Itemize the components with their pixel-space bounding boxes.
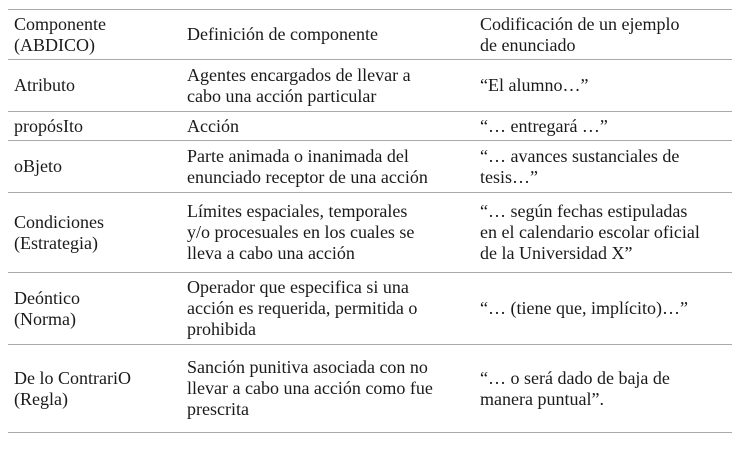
header-cell-component: Componente (ABDICO): [8, 10, 181, 60]
abdico-table: [8, 9, 732, 433]
cell-definition: Acción: [181, 112, 474, 141]
cell-definition: Agentes encargados de llevar a cabo una acción particular: [181, 60, 474, 112]
table-row: [8, 60, 732, 112]
cell-definition: Sanción punitiva asociada con no llevar a cabo una acción como fue prescrita: [181, 345, 474, 433]
cell-example: “… según fechas estipuladas en el calendario escolar oficial de la Universidad X”: [474, 193, 732, 273]
cell-component: oBjeto: [8, 141, 181, 193]
cell-definition: Operador que especifica si una acción es requerida, permitida o prohibida: [181, 273, 474, 345]
cell-example: “El alumno…”: [474, 60, 732, 112]
cell-example: “… o será dado de baja de manera puntual”.: [474, 345, 732, 433]
cell-component: Deóntico (Norma): [8, 273, 181, 345]
header-cell-definition: Definición de componente: [181, 10, 474, 60]
table-row: [8, 112, 732, 141]
table-row: [8, 273, 732, 345]
table-row: [8, 141, 732, 193]
cell-example: “… (tiene que, implícito)…”: [474, 273, 732, 345]
table-row: [8, 345, 732, 433]
cell-component: Condiciones (Estrategia): [8, 193, 181, 273]
header-cell-example: Codificación de un ejemplo de enunciado: [474, 10, 732, 60]
cell-example: “… avances sustanciales de tesis…”: [474, 141, 732, 193]
cell-example: “… entregará …”: [474, 112, 732, 141]
table-header-row: [8, 10, 732, 60]
cell-definition: Parte animada o inanimada del enunciado receptor de una acción: [181, 141, 474, 193]
table-row: [8, 193, 732, 273]
cell-component: De lo ContrariO (Regla): [8, 345, 181, 433]
cell-component: propósIto: [8, 112, 181, 141]
cell-definition: Límites espaciales, temporales y/o procesuales en los cuales se lleva a cabo una acción: [181, 193, 474, 273]
cell-component: Atributo: [8, 60, 181, 112]
